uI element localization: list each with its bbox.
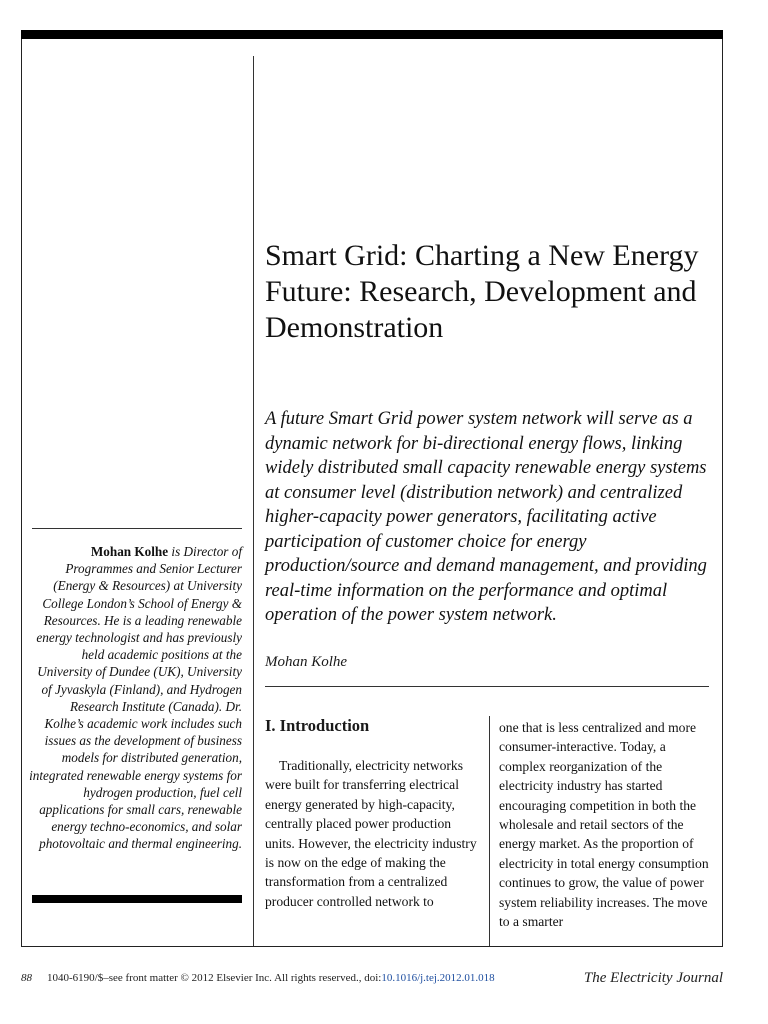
section-heading-introduction: I. Introduction	[265, 716, 370, 735]
body-column-2: one that is less centralized and more consumer-interactive. Today, a complex reorganization of the electricity industry has started encouraging competition in both the wholesale and retail sectors of the energy market. As the proportion of electricity in total energy consumption continues to grow, the value of power system reliability increases. The move to a smarter	[499, 720, 709, 930]
body-column-1: Traditionally, electricity networks were built for transferring electrical energy generated by high-capacity, centrally placed power production units. However, the electricity industry is now on the edge of making the transformation from a centralized producer controlled network to	[265, 758, 477, 909]
bio-author-name: Mohan Kolhe	[90, 544, 169, 559]
top-rule	[21, 30, 723, 39]
article-author: Mohan Kolhe	[265, 654, 348, 670]
author-bio	[28, 543, 242, 853]
frame-left-border	[21, 39, 22, 946]
doi-link[interactable]: 10.1016/j.tej.2012.01.018	[381, 972, 495, 984]
frame-right-border	[722, 39, 723, 946]
author-rule	[265, 686, 709, 687]
article-abstract: A future Smart Grid power system network will serve as a dynamic network for bi-directional energy flows, linking widely distributed small capacity renewable energy systems at consumer level (distribution network) and centralized higher-capacity power generators, facilitating active participation of customer choice for energy production/source and demand management, and providing real-time information on the performance and optimal operation of the power system network.	[265, 409, 707, 625]
bio-text: is Director of Programmes and Senior Lecturer (Energy & Resources) at University College London’s School of Energy & Resources. He is a leading renewable energy technologist and has previously held academic positions at the University of Dundee (UK), University of Jyvaskyla (Finland), and Hydrogen Research Institute (Canada). Dr. Kolhe’s academic work includes such issues as the development of business models for distributed generation, integrated renewable energy systems for hydrogen production, fuel cell applications for small cars, renewable energy techno-economics, and solar photovoltaic and thermal engineering.	[29, 544, 242, 852]
article-title: Smart Grid: Charting a New Energy Future: Research, Development and Demonstration	[265, 239, 699, 344]
bio-rule	[32, 528, 242, 529]
footer-copyright	[47, 968, 495, 988]
column-divider	[489, 716, 490, 946]
page-number: 88	[21, 972, 32, 984]
frame-bottom-border	[21, 946, 723, 947]
journal-name: The Electricity Journal	[583, 970, 723, 986]
sidebar-divider	[253, 56, 254, 946]
page-footer	[21, 968, 723, 988]
bio-bottom-bar	[32, 895, 242, 903]
copyright-text: 1040-6190/$–see front matter © 2012 Elsevier Inc. All rights reserved., doi:	[47, 972, 382, 984]
